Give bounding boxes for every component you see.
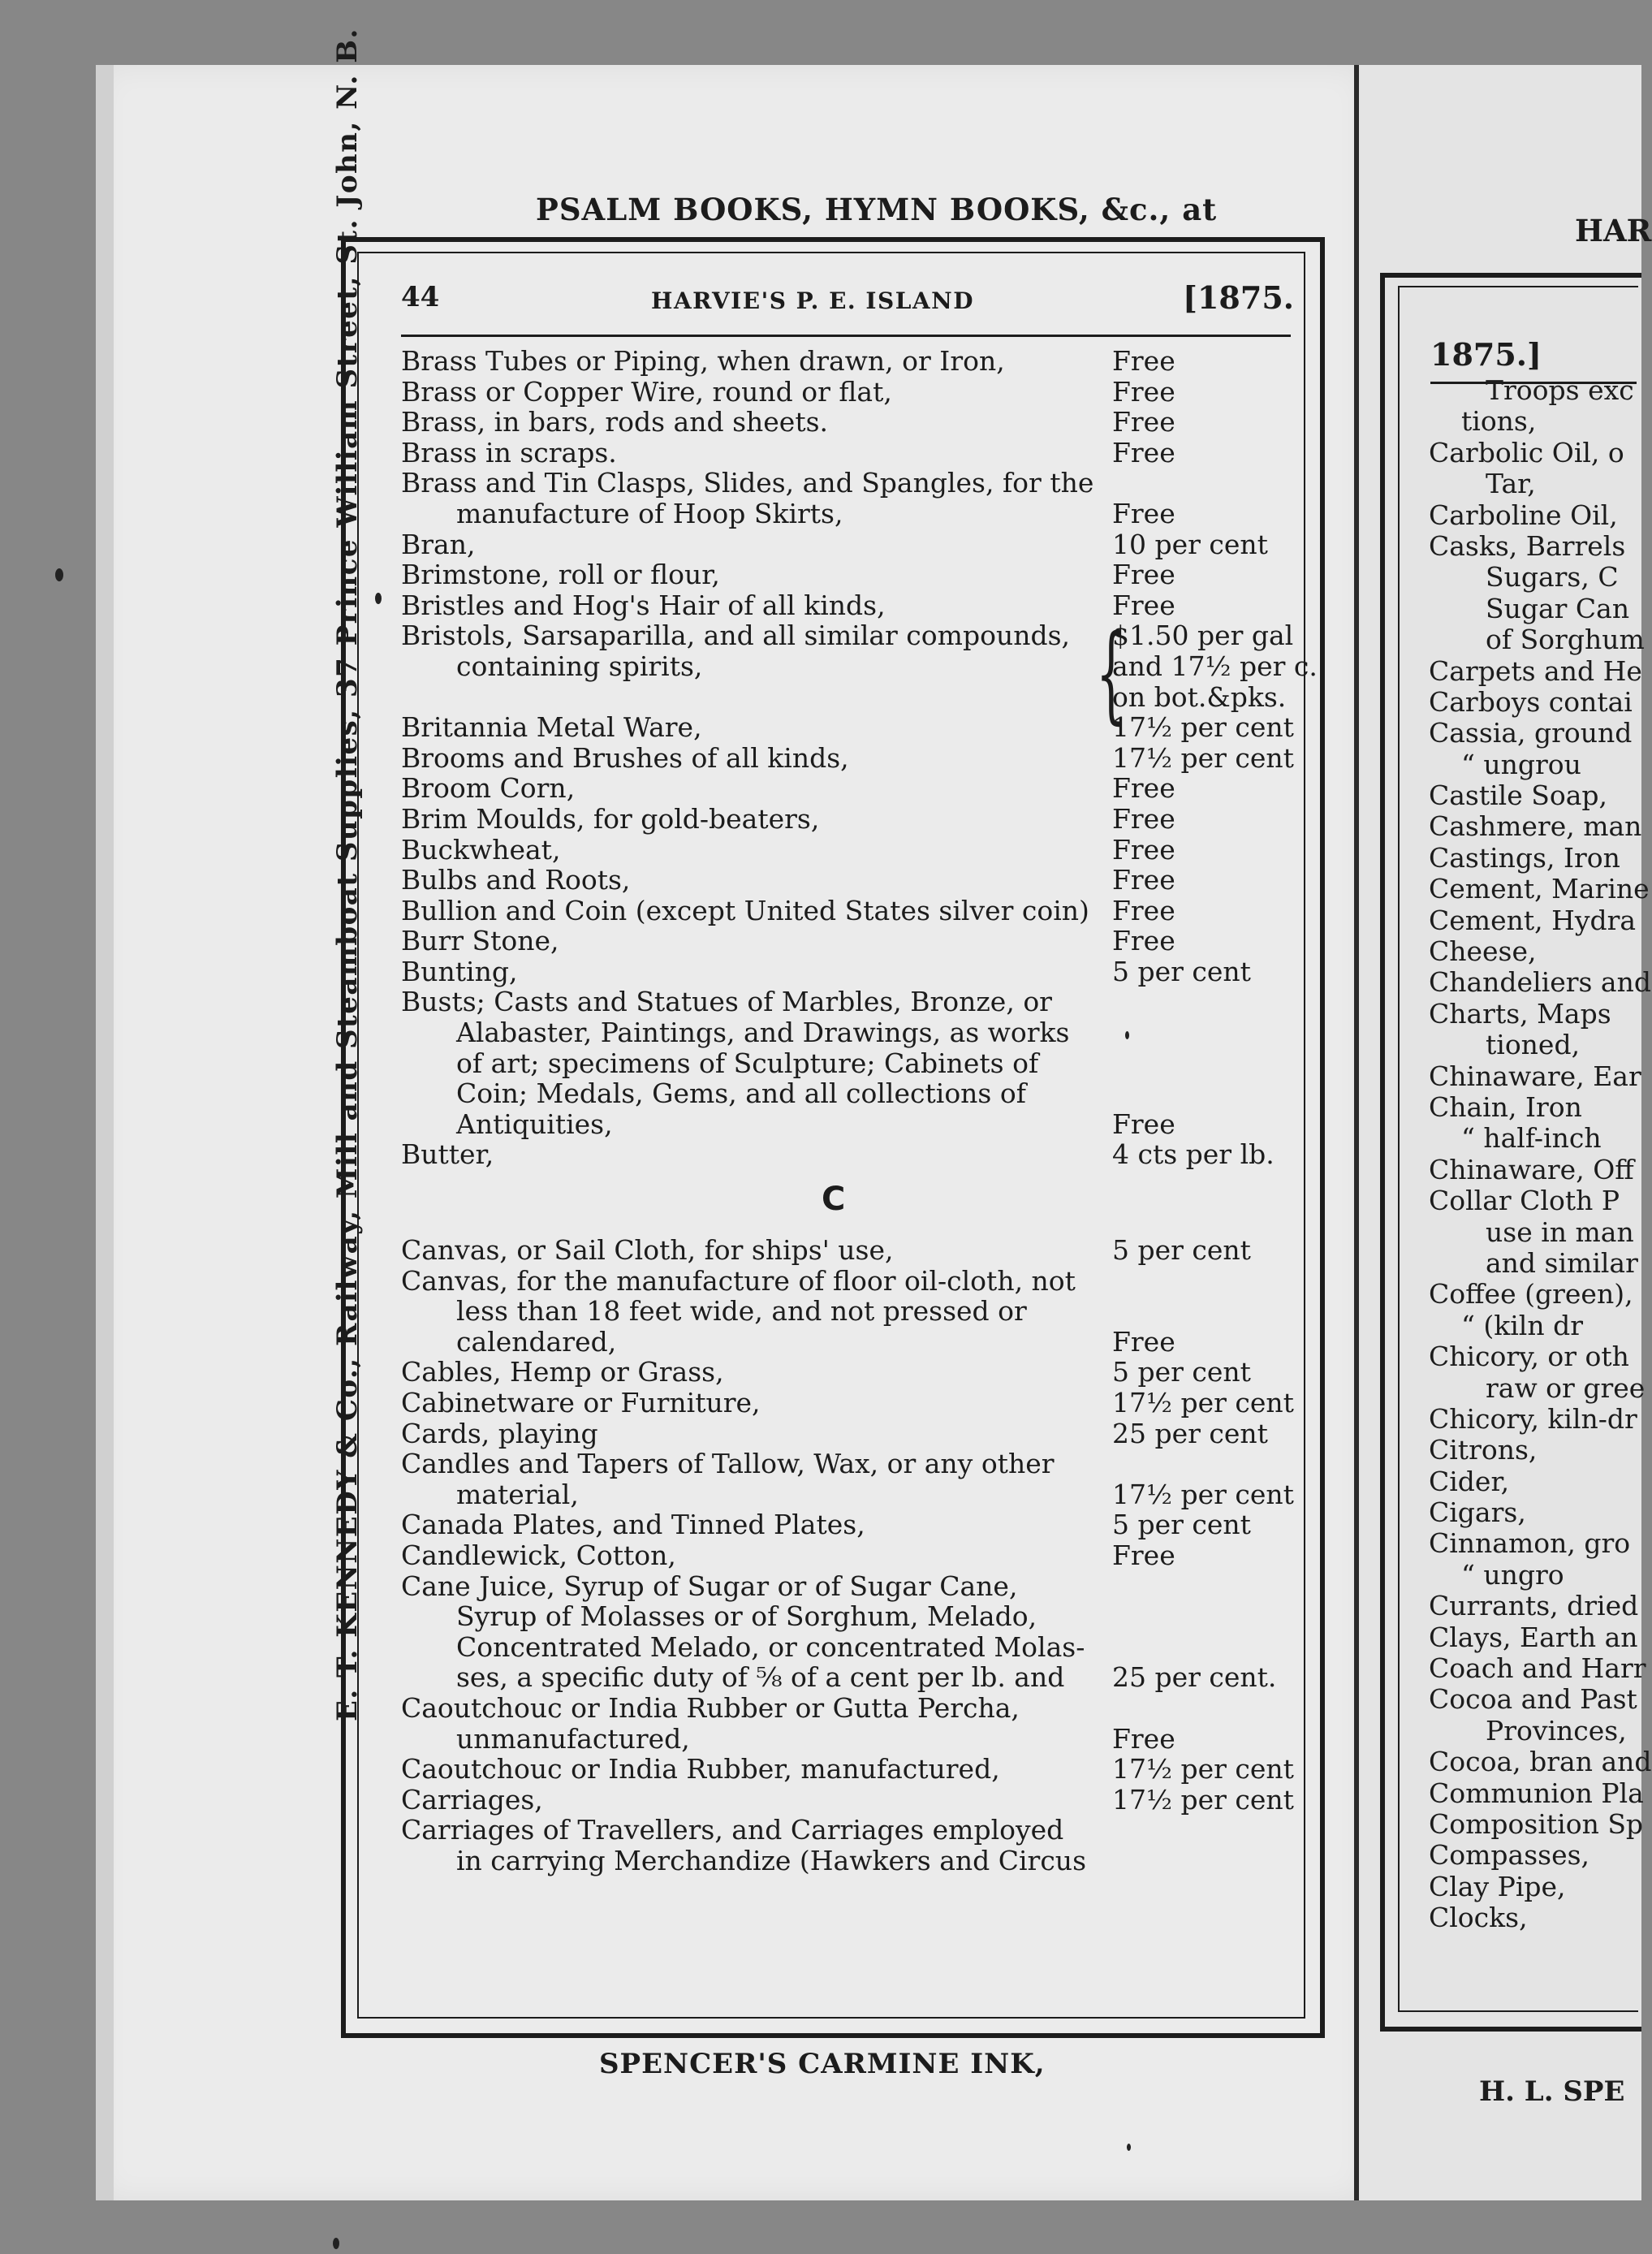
tariff-row xyxy=(401,926,1302,956)
duty-rate: Free xyxy=(1112,864,1175,896)
right-page-line: Clays, Earth an xyxy=(1429,1621,1638,1653)
item-text: Brim Moulds, for gold-beaters, xyxy=(401,802,820,835)
section-letter: C xyxy=(822,1181,846,1219)
duty-rate: 5 per cent xyxy=(1112,955,1251,987)
item-text: Carriages of Travellers, and Carriages employed xyxy=(401,1814,1064,1846)
right-page-line: Composition Sp xyxy=(1429,1807,1644,1840)
item-text: calendared, xyxy=(456,1325,617,1358)
tariff-row xyxy=(401,650,1318,682)
item-text: material, xyxy=(456,1478,579,1510)
item-text: Coin; Medals, Gems, and all collections of xyxy=(456,1077,1026,1110)
right-page-line: Carboys contai xyxy=(1429,685,1633,718)
right-page-line: Cider, xyxy=(1429,1465,1510,1497)
right-page-line: Casks, Barrels xyxy=(1429,529,1626,562)
tariff-row xyxy=(401,682,1302,713)
top-advertisement: PSALM BOOKS, HYMN BOOKS, &c., at xyxy=(536,192,1218,227)
tariff-row xyxy=(401,1139,1302,1170)
running-head: HARVIE'S P. E. ISLAND xyxy=(651,287,975,314)
right-page-line: Castings, Iron xyxy=(1429,841,1620,874)
duty-rate: Free xyxy=(1112,497,1175,529)
duty-rate: Free xyxy=(1112,802,1175,835)
right-page-year: 1875.] xyxy=(1430,336,1542,373)
item-text: containing spirits, xyxy=(456,650,703,682)
tariff-row xyxy=(401,773,1302,804)
right-page-line: Charts, Maps xyxy=(1429,997,1611,1030)
tariff-row xyxy=(401,1078,1302,1109)
right-page-line: Cinnamon, gro xyxy=(1429,1527,1631,1560)
right-page-line: raw or gree xyxy=(1486,1371,1646,1404)
tariff-row xyxy=(401,987,1302,1017)
tariff-row xyxy=(401,377,1302,408)
right-page-line: Clay Pipe, xyxy=(1429,1870,1566,1902)
right-page-line: use in man xyxy=(1486,1216,1634,1248)
right-page-line: Tar, xyxy=(1486,468,1536,500)
item-text: Cabinetware or Furniture, xyxy=(401,1387,761,1418)
item-text: Brimstone, roll or flour, xyxy=(401,559,720,591)
right-page-footer: H. L. SPE xyxy=(1479,2075,1625,2108)
tariff-row xyxy=(401,1017,1302,1048)
tariff-row xyxy=(401,1388,1302,1418)
right-page-line: tions, xyxy=(1461,405,1537,438)
duty-rate: Free xyxy=(1112,772,1175,805)
duty-rate: $1.50 per gal xyxy=(1112,620,1294,652)
right-page-line: Clocks, xyxy=(1429,1902,1528,1934)
item-text: ses, a specific duty of ⅝ of a cent per lb. and xyxy=(456,1661,1065,1694)
tariff-row xyxy=(401,1109,1302,1140)
duty-rate: on bot.&pks. xyxy=(1112,680,1287,713)
tariff-row xyxy=(401,1724,1302,1755)
right-page-line: Currants, dried xyxy=(1429,1590,1639,1622)
duty-rate: 17½ per cent xyxy=(1112,1387,1294,1418)
item-text: Bran, xyxy=(401,528,476,560)
duty-rate: Free xyxy=(1112,559,1175,591)
right-page-line: Chinaware, Off xyxy=(1429,1153,1634,1185)
duty-rate: Free xyxy=(1112,1108,1175,1140)
item-text: Brass or Copper Wire, round or flat, xyxy=(401,375,892,408)
item-text: Brass Tubes or Piping, when drawn, or Iron, xyxy=(401,345,1005,377)
bottom-advertisement: SPENCER'S CARMINE INK, xyxy=(599,2048,1046,2080)
duty-rate: 25 per cent xyxy=(1112,1417,1268,1449)
right-page-line: Provinces, xyxy=(1486,1714,1627,1747)
header-rule xyxy=(401,335,1291,337)
duty-rate: 10 per cent xyxy=(1112,528,1268,560)
item-text: Brass and Tin Clasps, Slides, and Spangles, for the xyxy=(401,467,1094,499)
duty-rate: Free xyxy=(1112,894,1175,926)
right-page-line: Citrons, xyxy=(1429,1434,1538,1466)
duty-rate: 17½ per cent xyxy=(1112,741,1294,774)
right-page-line: Communion Pla xyxy=(1429,1777,1644,1809)
right-page-line: tioned, xyxy=(1486,1029,1581,1061)
item-text: Canvas, for the manufacture of floor oil-cloth, not xyxy=(401,1264,1076,1297)
page-year: [1875. xyxy=(1183,279,1294,316)
right-page-line: Sugar Can xyxy=(1486,592,1630,624)
right-page-line: Cheese, xyxy=(1429,935,1537,968)
tariff-row xyxy=(401,407,1302,438)
item-text: Canada Plates, and Tinned Plates, xyxy=(401,1509,865,1541)
duty-rate: Free xyxy=(1112,1539,1175,1571)
side-advertisement: E. T. KENNEDY & Co., Railway, Mill and Steamboat Supplies, 37 Prince William Street, St. John, N. B. xyxy=(331,28,364,1721)
right-page-line: Cashmere, man xyxy=(1429,810,1642,843)
duty-rate: 4 cts per lb. xyxy=(1112,1138,1275,1171)
item-text: Candlewick, Cotton, xyxy=(401,1539,676,1571)
tariff-row xyxy=(401,1785,1302,1816)
tariff-row xyxy=(401,835,1302,866)
duty-rate: Free xyxy=(1112,345,1175,377)
item-text: Burr Stone, xyxy=(401,925,559,957)
item-text: of art; specimens of Sculpture; Cabinets of xyxy=(456,1047,1039,1079)
duty-rate: Free xyxy=(1112,925,1175,957)
page-edge xyxy=(96,65,114,2200)
right-page-line: Cement, Marine xyxy=(1429,873,1650,905)
brace-mark: { xyxy=(1096,611,1127,736)
item-text: less than 18 feet wide, and not pressed or xyxy=(456,1295,1027,1328)
tariff-row xyxy=(401,1601,1302,1632)
duty-rate: 17½ per cent xyxy=(1112,711,1294,744)
right-page-line: and similar xyxy=(1486,1246,1638,1279)
right-page-line: Carbolic Oil, o xyxy=(1429,436,1624,469)
duty-rate: Free xyxy=(1112,833,1175,866)
right-page-line: Cigars, xyxy=(1429,1496,1526,1529)
right-page-line: “ half-inch xyxy=(1461,1122,1602,1155)
item-text: Candles and Tapers of Tallow, Wax, or any other xyxy=(401,1448,1055,1480)
right-page-line: Coach and Harr xyxy=(1429,1652,1646,1685)
tariff-row xyxy=(401,743,1302,774)
duty-rate: Free xyxy=(1112,436,1175,469)
item-text: Brass, in bars, rods and sheets. xyxy=(401,406,829,438)
right-page-line: Cocoa, bran and xyxy=(1429,1746,1652,1778)
right-page-line: Chicory, kiln-dr xyxy=(1429,1402,1637,1435)
tariff-row xyxy=(401,559,1302,590)
page-number: 44 xyxy=(401,281,440,313)
duty-rate: Free xyxy=(1112,589,1175,621)
tariff-row xyxy=(401,1754,1302,1785)
right-page-line: Troops exc xyxy=(1486,374,1634,406)
duty-rate: 17½ per cent xyxy=(1112,1753,1294,1785)
item-text: Cards, playing xyxy=(401,1417,598,1449)
tariff-row xyxy=(401,712,1302,743)
tariff-row xyxy=(401,468,1302,499)
right-page-line: Chinaware, Ear xyxy=(1429,1060,1641,1092)
tariff-row xyxy=(401,1693,1302,1724)
tariff-row xyxy=(401,865,1302,896)
item-text: Buckwheat, xyxy=(401,833,561,866)
right-page-line: Collar Cloth P xyxy=(1429,1185,1620,1217)
tariff-row xyxy=(401,590,1302,621)
scan-speck xyxy=(375,593,382,604)
right-page-line: Chain, Iron xyxy=(1429,1090,1582,1123)
item-text: Antiquities, xyxy=(456,1108,613,1140)
item-text: Carriages, xyxy=(401,1783,543,1816)
right-page-line: Castile Soap, xyxy=(1429,779,1608,812)
duty-rate: and 17½ per c. xyxy=(1112,650,1318,682)
scan-speck xyxy=(333,2238,339,2249)
tariff-row xyxy=(401,438,1302,469)
tariff-row xyxy=(401,1357,1302,1388)
duty-rate: 5 per cent xyxy=(1112,1509,1251,1541)
item-text: Bullion and Coin (except United States silver coin) xyxy=(401,894,1089,926)
right-page-line: Cocoa and Past xyxy=(1429,1683,1637,1716)
item-text: Caoutchouc or India Rubber or Gutta Percha, xyxy=(401,1691,1020,1724)
duty-rate: 5 per cent xyxy=(1112,1356,1251,1388)
item-text: Caoutchouc or India Rubber, manufactured, xyxy=(401,1753,1000,1785)
tariff-row xyxy=(401,529,1302,560)
duty-rate: 17½ per cent xyxy=(1112,1478,1294,1510)
item-text: Concentrated Melado, or concentrated Molas- xyxy=(456,1630,1085,1663)
duty-rate: 17½ per cent xyxy=(1112,1783,1294,1816)
right-page-line: Carpets and He xyxy=(1429,654,1642,687)
duty-rate: Free xyxy=(1112,406,1175,438)
item-text: Cables, Hemp or Grass, xyxy=(401,1356,724,1388)
right-page-line: Sugars, C xyxy=(1486,561,1619,594)
right-page-line: Chandeliers and xyxy=(1429,966,1651,999)
tariff-row xyxy=(401,1296,1302,1327)
tariff-row xyxy=(401,1846,1302,1876)
duty-rate: Free xyxy=(1112,1722,1175,1755)
tariff-row xyxy=(401,1540,1302,1571)
item-text: Canvas, or Sail Cloth, for ships' use, xyxy=(401,1234,894,1267)
tariff-row xyxy=(401,804,1302,835)
right-page-line: of Sorghum xyxy=(1486,624,1645,656)
scan-speck xyxy=(55,568,63,581)
duty-rate: Free xyxy=(1112,1325,1175,1358)
right-page-line: Coffee (green), xyxy=(1429,1278,1633,1311)
item-text: Brooms and Brushes of all kinds, xyxy=(401,741,849,774)
duty-rate: 5 per cent xyxy=(1112,1234,1251,1267)
duty-rate: 25 per cent. xyxy=(1112,1661,1277,1694)
tariff-row xyxy=(401,896,1302,926)
page-header xyxy=(401,281,1302,322)
right-page-line: “ (kiln dr xyxy=(1461,1309,1583,1341)
tariff-row xyxy=(401,1235,1302,1266)
item-text: Busts; Casts and Statues of Marbles, Bronze, or xyxy=(401,986,1052,1018)
item-text: Cane Juice, Syrup of Sugar or of Sugar Cane, xyxy=(401,1570,1018,1602)
item-text: Syrup of Molasses or of Sorghum, Melado, xyxy=(456,1600,1037,1633)
item-text: manufacture of Hoop Skirts, xyxy=(456,497,843,529)
item-text: Bristols, Sarsaparilla, and all similar compounds, xyxy=(401,620,1071,652)
item-text: Bristles and Hog's Hair of all kinds, xyxy=(401,589,886,621)
item-text: Butter, xyxy=(401,1138,494,1171)
tariff-row xyxy=(401,1632,1302,1663)
right-page-head: HAR xyxy=(1575,213,1652,248)
right-page-list xyxy=(1429,374,1652,1934)
tariff-row xyxy=(401,1815,1302,1846)
tariff-row xyxy=(401,346,1302,377)
right-page-line: “ ungrou xyxy=(1461,748,1581,780)
item-text: Bulbs and Roots, xyxy=(401,864,631,896)
right-page-line: Cassia, ground xyxy=(1429,717,1633,749)
item-text: Bunting, xyxy=(401,955,518,987)
right-page-line: “ ungro xyxy=(1461,1558,1564,1591)
tariff-row xyxy=(401,1266,1302,1297)
section-heading xyxy=(401,1170,1302,1235)
tariff-row xyxy=(401,1509,1302,1540)
item-text: in carrying Merchandize (Hawkers and Circus xyxy=(456,1844,1086,1876)
item-text: Brass in scraps. xyxy=(401,436,617,469)
item-text: Broom Corn, xyxy=(401,772,576,805)
tariff-row xyxy=(401,1048,1302,1079)
right-page-line: Carboline Oil, xyxy=(1429,499,1618,531)
right-page-line: Chicory, or oth xyxy=(1429,1341,1629,1373)
tariff-list xyxy=(401,345,1318,1876)
tariff-row xyxy=(401,1479,1302,1510)
duty-rate: Free xyxy=(1112,375,1175,408)
tariff-row xyxy=(401,499,1302,529)
item-text: Britannia Metal Ware, xyxy=(401,711,702,744)
tariff-row xyxy=(401,956,1302,987)
tariff-row xyxy=(401,1327,1302,1358)
right-page-line: Compasses, xyxy=(1429,1839,1590,1872)
tariff-row xyxy=(401,1418,1302,1449)
scan-speck xyxy=(1125,1031,1129,1039)
scan-speck xyxy=(1127,2144,1131,2151)
item-text: Alabaster, Paintings, and Drawings, as works xyxy=(456,1017,1070,1049)
item-text: unmanufactured, xyxy=(456,1722,690,1755)
tariff-row xyxy=(401,1449,1302,1479)
tariff-row xyxy=(401,1571,1302,1602)
right-page-line: Cement, Hydra xyxy=(1429,904,1637,936)
tariff-row xyxy=(401,1662,1302,1693)
